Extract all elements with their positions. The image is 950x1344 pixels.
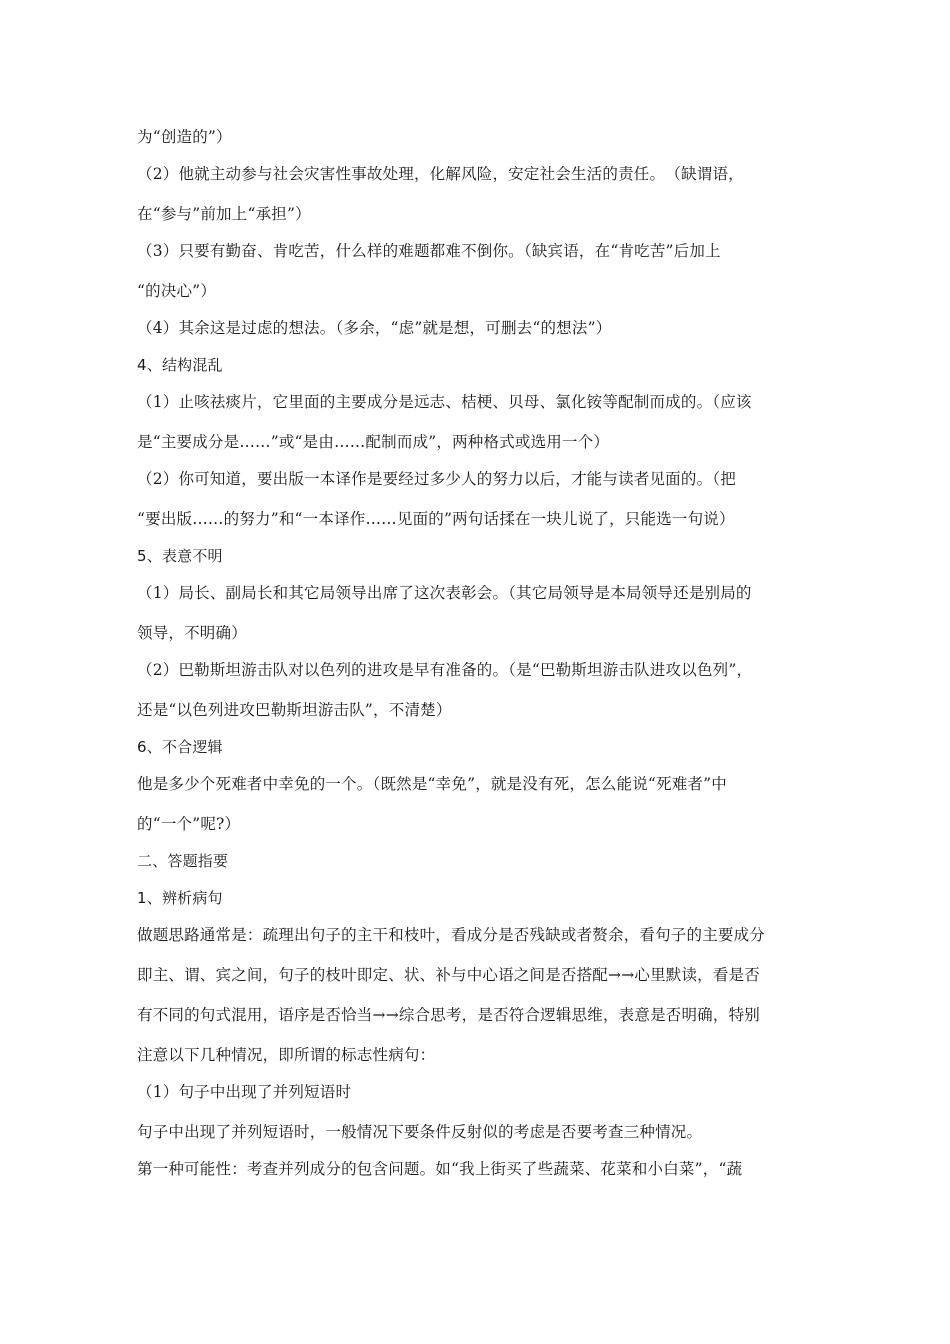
text-line: 在“参与”前加上“承担”） — [137, 205, 311, 223]
text-line: 有不同的句式混用，语序是否恰当→→综合思考，是否符合逻辑思维，表意是否明确，特别 — [137, 1006, 760, 1024]
text-line: 即主、谓、宾之间，句子的枝叶即定、状、补与中心语之间是否搭配→→心里默读，看是否 — [137, 966, 760, 984]
text-line: 还是“以色列进攻巴勒斯坦游击队”，不清楚） — [137, 701, 452, 719]
text-line: 为“创造的”） — [137, 128, 232, 146]
text-line: 他是多少个死难者中幸免的一个。（既然是“幸免”，就是没有死，怎么能说“死难者”中 — [137, 775, 727, 793]
text-line: （1）局长、副局长和其它局领导出席了这次表彰会。（其它局领导是本局领导还是别局的 — [137, 584, 752, 602]
text-line: （2）你可知道，要出版一本译作是要经过多少人的努力以后，才能与读者见面的。（把 — [137, 470, 736, 488]
section-heading: 4、结构混乱 — [137, 356, 223, 374]
section-heading: 6、不合逻辑 — [137, 738, 223, 756]
text-line: （1）句子中出现了并列短语时 — [137, 1083, 352, 1101]
section-heading: 5、表意不明 — [137, 547, 223, 565]
text-line: 做题思路通常是：疏理出句子的主干和枝叶，看成分是否残缺或者赘余，看句子的主要成分 — [137, 926, 766, 944]
text-line: “要出版……的努力”和“一本译作……见面的”两句话揉在一块儿说了，只能选一句说） — [137, 510, 735, 528]
text-line: 第一种可能性：考查并列成分的包含问题。如“我上街买了些蔬菜、花菜和小白菜”，“蔬 — [137, 1160, 743, 1178]
text-line: 领导，不明确） — [137, 624, 247, 642]
text-line: 注意以下几种情况，即所谓的标志性病句： — [137, 1046, 436, 1064]
text-line: （2）巴勒斯坦游击队对以色列的进攻是早有准备的。（是“巴勒斯坦游击队进攻以色列”， — [137, 661, 753, 679]
text-line: （3）只要有勤奋、肯吃苦，什么样的难题都难不倒你。（缺宾语，在“肯吃苦”后加上 — [137, 242, 721, 260]
text-line: （2）他就主动参与社会灾害性事故处理，化解风险，安定社会生活的责任。 （缺谓语， — [137, 165, 744, 183]
text-line: （4）其余这是过虑的想法。（多余，“虑”就是想，可删去“的想法”） — [137, 319, 612, 337]
section-heading: 二、答题指要 — [137, 852, 229, 870]
text-line: 是“主要成分是……”或“是由……配制而成”，两种格式或选用一个） — [137, 433, 610, 451]
section-heading: 1、辨析病句 — [137, 889, 223, 907]
text-line: （1）止咳祛痰片，它里面的主要成分是远志、桔梗、贝母、氯化铵等配制而成的。（应该 — [137, 393, 752, 411]
text-line: 句子中出现了并列短语时，一般情况下要条件反射似的考虑是否要考查三种情况。 — [137, 1123, 703, 1141]
text-line: “的决心”） — [137, 282, 217, 300]
text-line: 的“一个”呢?） — [137, 815, 241, 833]
